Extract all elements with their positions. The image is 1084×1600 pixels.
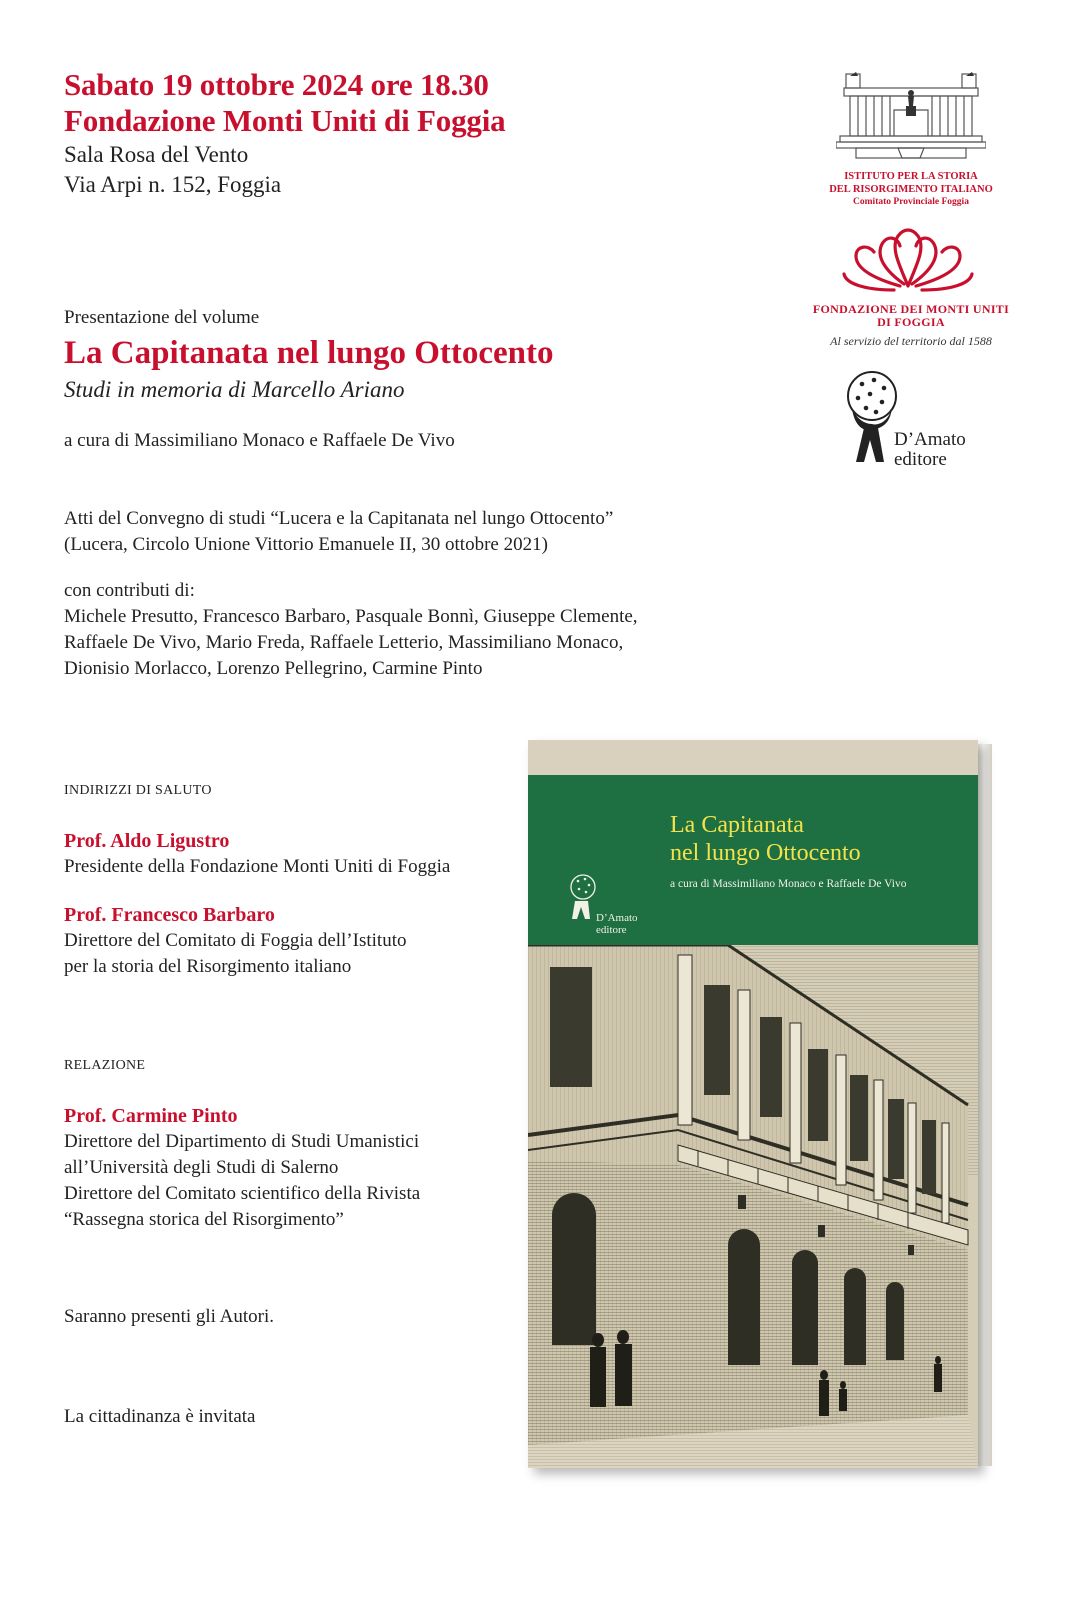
speaker-role: per la storia del Risorgimento italiano [64, 956, 352, 977]
cover-publisher-name: D’Amato [596, 912, 638, 924]
istituto-name-2: DEL RISORGIMENTO ITALIANO [829, 184, 993, 195]
vittoriano-monument-logo [836, 66, 986, 166]
greetings-label: INDIRIZZI DI SALUTO [64, 783, 212, 798]
speaker-name: Prof. Carmine Pinto [64, 1105, 238, 1127]
contributors-line: Raffaele De Vivo, Mario Freda, Raffaele Letterio, Massimiliano Monaco, [64, 632, 624, 653]
istituto-committee: Comitato Provinciale Foggia [853, 197, 969, 207]
report-label: RELAZIONE [64, 1058, 146, 1073]
cover-editors: a cura di Massimiliano Monaco e Raffaele De Vivo [670, 878, 907, 890]
event-room: Sala Rosa del Vento [64, 142, 249, 167]
contributors-heading: con contributi di: [64, 580, 195, 601]
book-page-edges [978, 744, 992, 1466]
proceedings-line-2: (Lucera, Circolo Unione Vittorio Emanuele II, 30 ottobre 2021) [64, 534, 548, 555]
atlas-globe-logo [842, 366, 902, 466]
fondazione-name-1: FONDAZIONE DEI MONTI UNITI [812, 302, 1010, 316]
speaker-role: all’Università degli Studi di Salerno [64, 1157, 339, 1178]
presentation-intro: Presentazione del volume [64, 307, 260, 328]
speaker-role: Direttore del Dipartimento di Studi Umanistici [64, 1131, 420, 1152]
cover-title-line-1: La Capitanata [670, 812, 804, 838]
cover-title-line-2: nel lungo Ottocento [670, 840, 861, 866]
speaker-role: Presidente della Fondazione Monti Uniti di Foggia [64, 856, 451, 877]
contributors-line: Dionisio Morlacco, Lorenzo Pellegrino, Carmine Pinto [64, 658, 483, 679]
speaker-role: Direttore del Comitato di Foggia dell’Istituto [64, 930, 407, 951]
authors-present: Saranno presenti gli Autori. [64, 1306, 275, 1327]
book-subtitle: Studi in memoria di Marcello Ariano [64, 377, 405, 402]
speaker-role: “Rassegna storica del Risorgimento” [64, 1209, 344, 1230]
invitation: La cittadinanza è invitata [64, 1406, 256, 1427]
speaker-name: Prof. Francesco Barbaro [64, 904, 275, 926]
istituto-name-1: ISTITUTO PER LA STORIA [844, 171, 978, 182]
fondazione-tagline: Al servizio del territorio dal 1588 [830, 334, 992, 348]
book-editors: a cura di Massimiliano Monaco e Raffaele De Vivo [64, 430, 455, 451]
cover-palazzo-engraving [528, 945, 978, 1468]
proceedings-line-1: Atti del Convegno di studi “Lucera e la Capitanata nel lungo Ottocento” [64, 508, 614, 529]
event-address: Via Arpi n. 152, Foggia [64, 172, 282, 197]
damato-editore: editore [894, 449, 947, 470]
speaker-role: Direttore del Comitato scientifico della Rivista [64, 1183, 421, 1204]
contributors-line: Michele Presutto, Francesco Barbaro, Pasquale Bonnì, Giuseppe Clemente, [64, 606, 638, 627]
event-venue: Fondazione Monti Uniti di Foggia [64, 103, 506, 138]
event-date: Sabato 19 ottobre 2024 ore 18.30 [64, 67, 489, 102]
damato-name: D’Amato [894, 429, 966, 450]
book-title: La Capitanata nel lungo Ottocento [64, 335, 554, 371]
fondazione-flower-logo [838, 226, 978, 296]
fondazione-name-2: DI FOGGIA [877, 315, 945, 329]
cover-atlas-globe-icon [566, 871, 600, 921]
speaker-name: Prof. Aldo Ligustro [64, 830, 230, 852]
cover-publisher-editore: editore [596, 924, 627, 936]
